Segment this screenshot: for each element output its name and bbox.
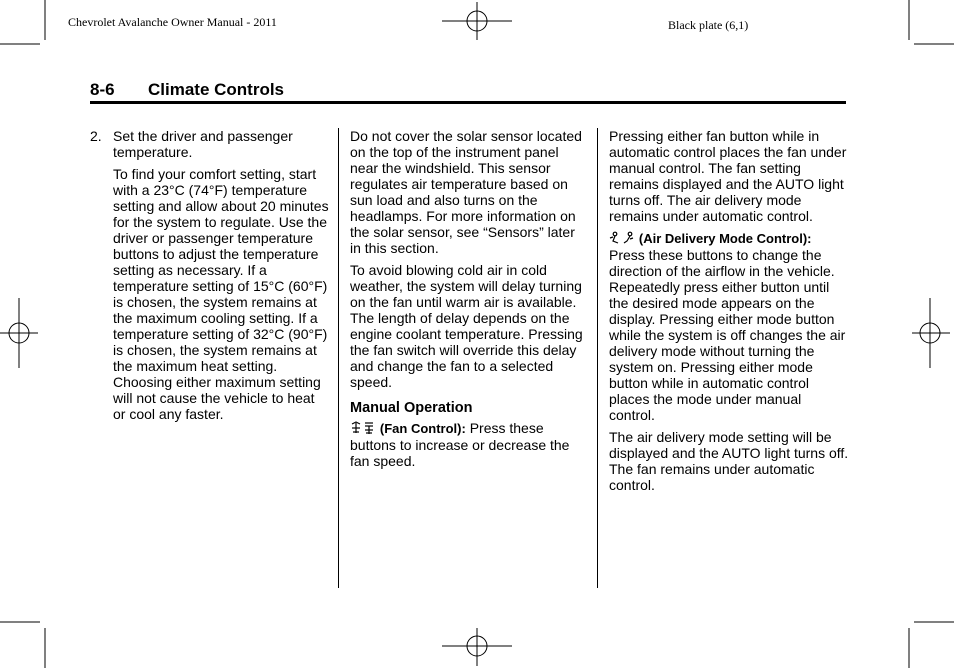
- column-2: [350, 128, 586, 475]
- subheading: Manual Operation: [350, 400, 473, 416]
- mode-control-paragraph: [609, 230, 849, 423]
- mode-down-icon: [622, 231, 634, 245]
- mode-control-label: (Air Delivery Mode Control):: [638, 231, 812, 246]
- paragraph: The air delivery mode setting will be displayed and the AUTO light turns off. The fan remains under automatic control.: [609, 429, 849, 493]
- list-item: [90, 128, 330, 160]
- step-text: Set the driver and passenger temperature.: [113, 128, 293, 160]
- section-heading: [90, 80, 284, 100]
- fan-control-paragraph: [350, 420, 586, 469]
- paragraph: To avoid blowing cold air in cold weather, the system will delay turning on the fan until warm air is available. The length of delay depends on the engine coolant temperature. Pressing the fan switch will override this delay and change the fan to a selected speed.: [350, 262, 583, 390]
- column-divider: [338, 128, 339, 588]
- paragraph: To find your comfort setting, start with a 23°C (74°F) temperature setting and allow about 20 minutes for the system to regulate. Use the driver or passenger temperature buttons to adjust the temperature setting as necessary. If a temperature setting of 15°C (60°F) is chosen, the system remains at the maximum cooling setting. If a temperature setting of 32°C (90°F) is chosen, the system remains at the maximum heat setting. Choosing either maximum setting will not cause the vehicle to heat or cool any faster.: [113, 166, 329, 422]
- section-title: Climate Controls: [148, 80, 285, 99]
- step-number: 2.: [90, 128, 102, 144]
- mode-up-icon: [609, 231, 621, 245]
- fan-control-label: (Fan Control):: [379, 421, 466, 436]
- heading-rule: [90, 101, 846, 104]
- mode-control-text: Press these buttons to change the direction of the airflow in the vehicle. Repeatedly press either button until the desired mode appears on the display. Pressing either mode button while the system is off changes the air delivery mode without turning the system on. Pressing either mode button while in automatic control places the mode under manual control.: [609, 247, 846, 423]
- section-number: 8-6: [90, 80, 115, 99]
- paragraph: Do not cover the solar sensor located on the top of the instrument panel near the windshield. This sensor regulates air temperature based on sun load and also turns on the headlamps. For more information on the solar sensor, see “Sensors” later in this section.: [350, 128, 582, 256]
- plate-label: Black plate (6,1): [668, 18, 749, 32]
- column-3: [609, 128, 849, 499]
- column-divider: [597, 128, 598, 588]
- manual-title: Chevrolet Avalanche Owner Manual - 2011: [68, 15, 277, 29]
- fan-control-text: Press these buttons to increase or decrease the fan speed.: [350, 420, 570, 469]
- fan-decrease-icon: [350, 421, 362, 435]
- fan-increase-icon: [363, 421, 375, 435]
- paragraph: Pressing either fan button while in automatic control places the fan under manual control. The fan setting remains displayed and the AUTO light turns off. The air delivery mode remains under automatic control.: [609, 128, 847, 224]
- column-1: [90, 128, 330, 428]
